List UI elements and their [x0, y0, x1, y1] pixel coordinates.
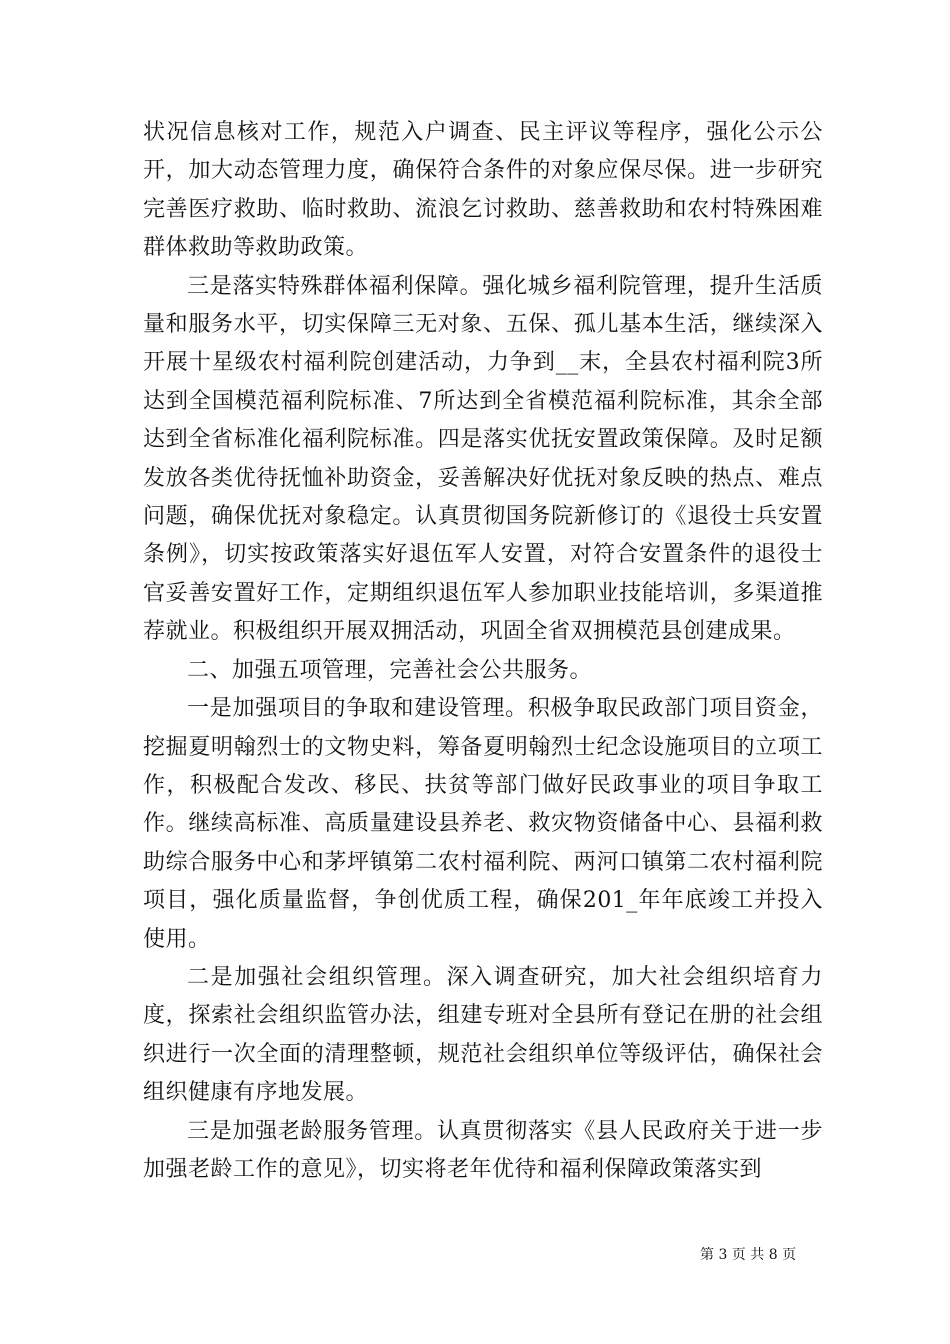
paragraph-continuation: 状况信息核对工作，规范入户调查、民主评议等程序，强化公示公开，加大动态管理力度，确保符合条件的对象应保尽保。进一步研究完善医疗救助、临时救助、流浪乞讨救助、慈善救助和农村特殊困难群体救助等救助政策。: [143, 120, 823, 261]
section-heading-five-management: 二、加强五项管理，完善社会公共服务。: [187, 657, 593, 683]
paragraph-project-management: 一是加强项目的争取和建设管理。积极争取民政部门项目资金，挖掘夏明翰烈士的文物史料，筹备夏明翰烈士纪念设施项目的立项工作，积极配合发改、移民、扶贫等部门做好民政事业的项目争取工作。继续高标准、高质量建设县养老、救灾物资储备中心、县福利救助综合服务中心和茅坪镇第二农村福利院、两河口镇第二农村福利院项目，强化质量监督，争创优质工程，确保201_年年底竣工并投入使用。: [143, 696, 823, 952]
paragraph-elderly-services: 三是加强老龄服务管理。认真贯彻落实《县人民政府关于进一步加强老龄工作的意见》，切实将老年优待和福利保障政策落实到: [143, 1118, 823, 1182]
page-number-footer: 第 3 页 共 8 页: [700, 1247, 797, 1263]
paragraph-social-organization: 二是加强社会组织管理。深入调查研究，加大社会组织培育力度，探索社会组织监管办法，组建专班对全县所有登记在册的社会组织进行一次全面的清理整顿，规范社会组织单位等级评估，确保社会组织健康有序地发展。: [143, 964, 823, 1106]
body-text: [143, 114, 823, 1189]
paragraph-special-groups-welfare: 三是落实特殊群体福利保障。强化城乡福利院管理，提升生活质量和服务水平，切实保障三无对象、五保、孤儿基本生活，继续深入开展十星级农村福利院创建活动，力争到__末，全县农村福利院3所达到全国模范福利院标准、7所达到全省模范福利院标准，其余全部达到全省标准化福利院标准。四是落实优抚安置政策保障。及时足额发放各类优待抚恤补助资金，妥善解决好优抚对象反映的热点、难点问题，确保优抚对象稳定。认真贯彻国务院新修订的《退役士兵安置条例》，切实按政策落实好退伍军人安置，对符合安置条件的退役士官妥善安置好工作，定期组织退伍军人参加职业技能培训，多渠道推荐就业。积极组织开展双拥活动，巩固全省双拥模范县创建成果。: [143, 273, 823, 645]
